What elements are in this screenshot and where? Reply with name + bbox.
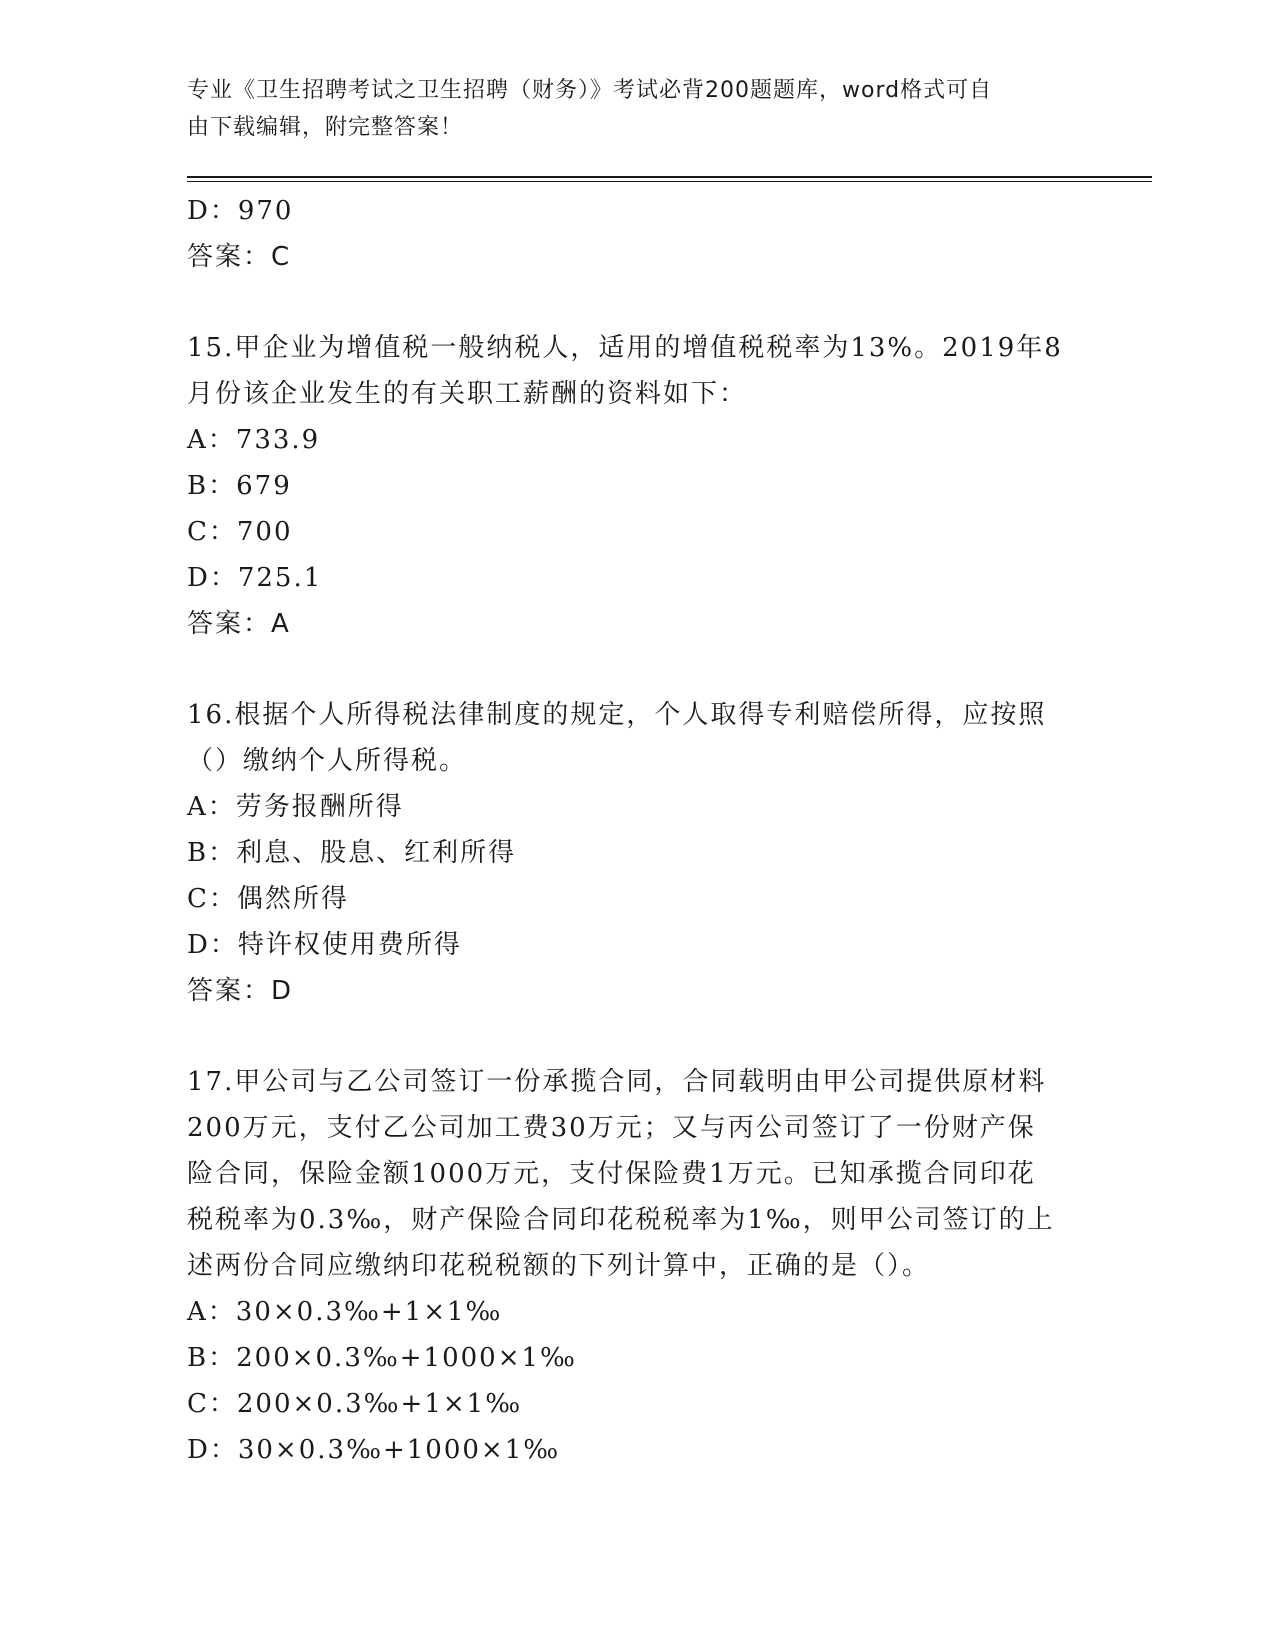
spacer (187, 1014, 1082, 1059)
option-b: B：利息、股息、红利所得 (187, 838, 517, 868)
option-d: D：30×0.3‰+1000×1‰ (187, 1435, 561, 1465)
option-d: D：725.1 (187, 563, 323, 593)
spacer (187, 647, 1082, 692)
page-header (187, 72, 1067, 146)
question-stem (187, 692, 1082, 784)
answer: 答案：A (187, 609, 291, 639)
option-d: D：特许权使用费所得 (187, 930, 462, 960)
question-stem-line: 述两份合同应缴纳印花税税额的下列计算中，正确的是（）。 (187, 1251, 931, 1281)
question-17 (187, 1059, 1082, 1473)
option-a: A：30×0.3‰+1×1‰ (187, 1297, 503, 1327)
question-stem (187, 325, 1082, 417)
question-stem-line: 15.甲企业为增值税一般纳税人，适用的增值税税率为13%。2019年8 (187, 333, 1063, 363)
header-title-line-1: 专业《卫生招聘考试之卫生招聘（财务）》考试必背200题题库，word格式可自 (187, 78, 993, 103)
question-stem-line: （）缴纳个人所得税。 (187, 746, 468, 776)
spacer (187, 280, 1082, 325)
question-stem-line: 200万元，支付乙公司加工费30万元；又与丙公司签订了一份财产保 (187, 1113, 1036, 1143)
option-d: D：970 (187, 196, 294, 226)
option-b: B：200×0.3‰+1000×1‰ (187, 1343, 577, 1373)
option-b: B：679 (187, 471, 292, 501)
question-16 (187, 692, 1082, 1014)
header-divider-thin (187, 181, 1152, 182)
answer: 答案：D (187, 976, 294, 1006)
header-divider (187, 176, 1152, 178)
question-14-tail (187, 188, 1082, 280)
question-stem (187, 1059, 1082, 1289)
header-title-line-2: 由下载编辑，附完整答案！ (187, 115, 464, 140)
option-a: A：733.9 (187, 425, 321, 455)
question-stem-line: 险合同，保险金额1000万元，支付保险费1万元。已知承揽合同印花 (187, 1159, 1036, 1189)
question-stem-line: 17.甲公司与乙公司签订一份承揽合同，合同载明由甲公司提供原材料 (187, 1067, 1047, 1097)
question-list (187, 188, 1082, 1473)
question-stem-line: 税税率为0.3‰，财产保险合同印花税税率为1‰，则甲公司签订的上 (187, 1205, 1055, 1235)
option-c: C：200×0.3‰+1×1‰ (187, 1389, 523, 1419)
question-stem-line: 月份该企业发生的有关职工薪酬的资料如下： (187, 379, 748, 409)
option-c: C：700 (187, 517, 293, 547)
option-a: A：劳务报酬所得 (187, 792, 404, 822)
answer: 答案：C (187, 242, 292, 272)
question-15 (187, 325, 1082, 647)
question-stem-line: 16.根据个人所得税法律制度的规定，个人取得专利赔偿所得，应按照 (187, 700, 1047, 730)
option-c: C：偶然所得 (187, 884, 349, 914)
